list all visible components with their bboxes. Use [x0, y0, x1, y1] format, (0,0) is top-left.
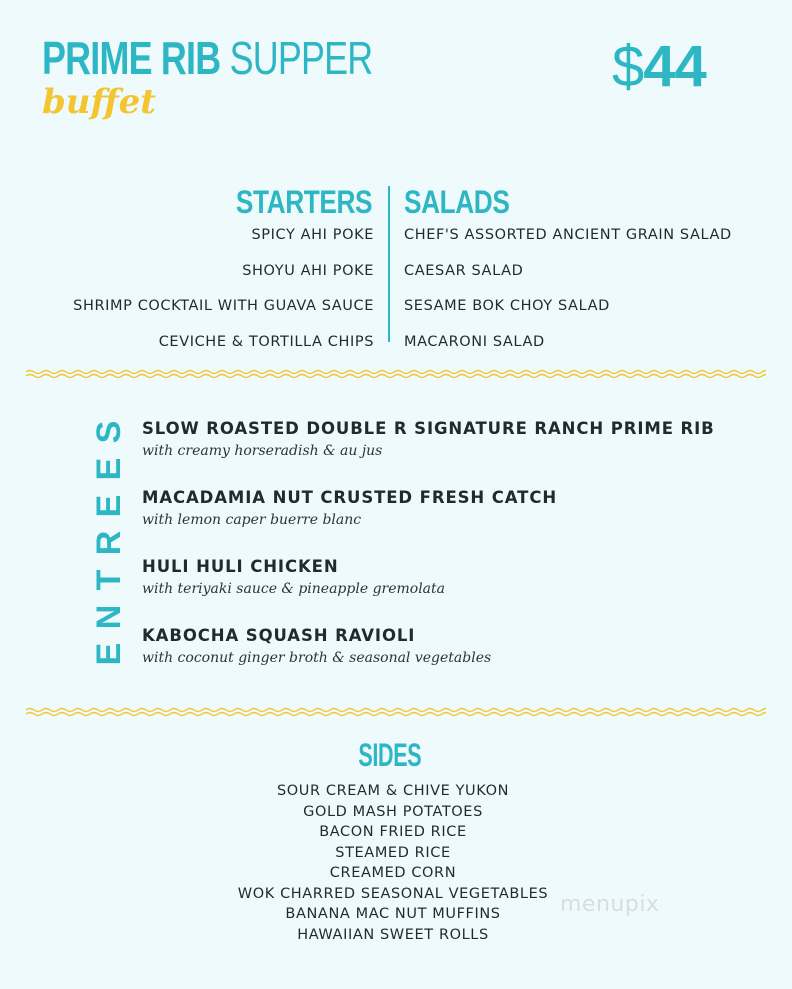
entree-item — [142, 625, 491, 669]
starter-item: SHOYU AHI POKE — [242, 262, 374, 279]
vertical-divider — [388, 186, 390, 342]
side-item: CREAMED CORN — [329, 865, 457, 881]
entree-description: with creamy horseradish & au jus — [142, 443, 383, 459]
salad-item: MACARONI SALAD — [404, 333, 545, 350]
side-item: SOUR CREAM & CHIVE YUKON — [276, 783, 510, 799]
title-bold: PRIME RIB — [42, 32, 221, 84]
entree-name: KABOCHA SQUASH RAVIOLI — [142, 626, 416, 645]
entrees-letter: S — [90, 420, 128, 444]
wave-divider — [26, 368, 766, 380]
entree-name: SLOW ROASTED DOUBLE R SIGNATURE RANCH PRIME RIB — [142, 419, 715, 438]
sides-list — [0, 781, 786, 945]
entree-item — [142, 418, 715, 462]
entrees-letter: E — [90, 457, 128, 481]
menu-subtitle: buffet — [42, 82, 156, 122]
side-item: BANANA MAC NUT MUFFINS — [285, 906, 501, 922]
salads-list — [404, 218, 732, 360]
menu-title — [42, 30, 372, 86]
title-light: SUPPER — [229, 32, 373, 84]
starters-list — [73, 218, 374, 360]
entree-description: with coconut ginger broth & seasonal vegetables — [142, 650, 492, 666]
entree-description: with lemon caper buerre blanc — [142, 512, 362, 528]
side-item: STEAMED RICE — [335, 844, 451, 861]
entrees-letter: T — [90, 569, 128, 591]
price-value: 44 — [643, 34, 706, 99]
salad-item: CHEF'S ASSORTED ANCIENT GRAIN SALAD — [404, 227, 732, 243]
wave-divider — [26, 706, 766, 718]
entrees-letter: E — [90, 642, 128, 666]
salad-item: SESAME BOK CHOY SALAD — [404, 298, 610, 314]
entrees-vertical-heading — [84, 414, 134, 674]
price-symbol: $ — [612, 34, 644, 99]
sides-heading-text: SIDES — [358, 737, 422, 773]
price — [612, 32, 706, 102]
starter-item: CEVICHE & TORTILLA CHIPS — [158, 333, 374, 350]
entree-name: HULI HULI CHICKEN — [142, 557, 339, 576]
entrees-letter: E — [90, 494, 128, 518]
side-item: BACON FRIED RICE — [319, 824, 467, 840]
watermark: menupix — [560, 892, 660, 917]
side-item: HAWAIIAN SWEET ROLLS — [297, 926, 489, 943]
entrees-letter: R — [90, 530, 128, 556]
side-item: WOK CHARRED SEASONAL VEGETABLES — [237, 885, 549, 902]
starter-item: SHRIMP COCKTAIL WITH GUAVA SAUCE — [73, 298, 374, 314]
entree-item — [142, 487, 557, 531]
starters-heading: STARTERS — [235, 184, 372, 220]
entree-description: with teriyaki sauce & pineapple gremolata — [142, 581, 446, 597]
entree-name: MACADAMIA NUT CRUSTED FRESH CATCH — [142, 488, 558, 507]
salad-item: CAESAR SALAD — [404, 262, 524, 279]
salads-heading: SALADS — [404, 184, 510, 220]
starter-item: SPICY AHI POKE — [251, 227, 374, 243]
side-item: GOLD MASH POTATOES — [303, 803, 483, 820]
entree-item — [142, 556, 445, 600]
entrees-letter: N — [90, 604, 128, 630]
sides-heading — [70, 736, 710, 774]
